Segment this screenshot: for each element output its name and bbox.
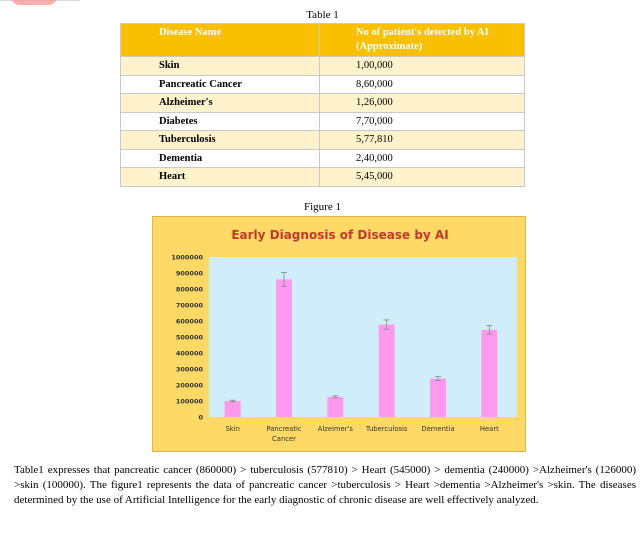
bar <box>327 397 343 417</box>
patient-count-cell: 8,60,000 <box>320 75 525 94</box>
bar <box>430 379 446 417</box>
y-tick-label: 0 <box>198 413 203 422</box>
bar-chart <box>153 217 527 453</box>
y-tick-label: 700000 <box>175 301 203 310</box>
y-tick-label: 600000 <box>175 317 203 326</box>
x-tick-label: Cancer <box>272 435 296 443</box>
bar <box>276 279 292 417</box>
x-tick-label: Pancreatic <box>266 425 302 433</box>
disease-name-cell: Diabetes <box>121 112 320 131</box>
disease-name-cell: Skin <box>121 57 320 76</box>
table-row <box>121 57 525 76</box>
table-row <box>121 168 525 187</box>
y-tick-label: 300000 <box>175 365 203 374</box>
table-row <box>121 75 525 94</box>
body-paragraph: Table1 expresses that pancreatic cancer (860000) > tuberculosis (577810) > Heart (545000) > dementia (240000) >Alzheimer's (126000) >skin (100000). The figure1 represents the data of pancreatic cancer >tuberculosis > Heart >dementia >Alzheimer's >skin. The diseases determined by the use of Artificial Intelligence for the early diagnostic of chronic disease are well effectively analyzed. <box>14 464 636 506</box>
disease-name-cell: Heart <box>121 168 320 187</box>
bar <box>481 330 497 417</box>
disease-name-cell: Tuberculosis <box>121 131 320 150</box>
table-row <box>121 149 525 168</box>
table-header-row <box>121 24 525 57</box>
header-patient-count: No of patient's detected by AI (Approximate) <box>320 24 525 57</box>
header-decoration <box>0 0 80 7</box>
header-disease-name: Disease Name <box>121 24 320 57</box>
y-tick-label: 100000 <box>175 397 203 406</box>
chart-panel <box>152 216 526 452</box>
plot-area <box>209 257 517 417</box>
x-tick-label: Dementia <box>421 425 455 433</box>
x-tick-label: Tuberculosis <box>365 425 408 433</box>
y-tick-label: 1000000 <box>171 253 203 262</box>
disease-name-cell: Dementia <box>121 149 320 168</box>
patient-count-cell: 2,40,000 <box>320 149 525 168</box>
bar <box>225 401 241 417</box>
patient-count-cell: 7,70,000 <box>320 112 525 131</box>
x-tick-label: Skin <box>225 425 240 433</box>
disease-name-cell: Pancreatic Cancer <box>121 75 320 94</box>
y-tick-label: 400000 <box>175 349 203 358</box>
patient-count-cell: 1,00,000 <box>320 57 525 76</box>
chart-title: Early Diagnosis of Disease by AI <box>231 228 449 242</box>
table-row <box>121 131 525 150</box>
patient-count-cell: 5,45,000 <box>320 168 525 187</box>
figure-caption: Figure 1 <box>304 201 341 213</box>
header-accent-shape <box>10 0 58 5</box>
table-row <box>121 94 525 113</box>
table-row <box>121 112 525 131</box>
patient-count-cell: 5,77,810 <box>320 131 525 150</box>
x-tick-label: Heart <box>479 425 499 433</box>
disease-table <box>120 23 525 187</box>
patient-count-cell: 1,26,000 <box>320 94 525 113</box>
y-tick-label: 800000 <box>175 285 203 294</box>
bar <box>379 325 395 417</box>
y-tick-label: 500000 <box>175 333 203 342</box>
x-tick-label: Alzeimer's <box>317 425 353 433</box>
y-tick-label: 900000 <box>175 269 203 278</box>
y-tick-label: 200000 <box>175 381 203 390</box>
disease-name-cell: Alzheimer's <box>121 94 320 113</box>
table-caption: Table 1 <box>306 9 339 21</box>
